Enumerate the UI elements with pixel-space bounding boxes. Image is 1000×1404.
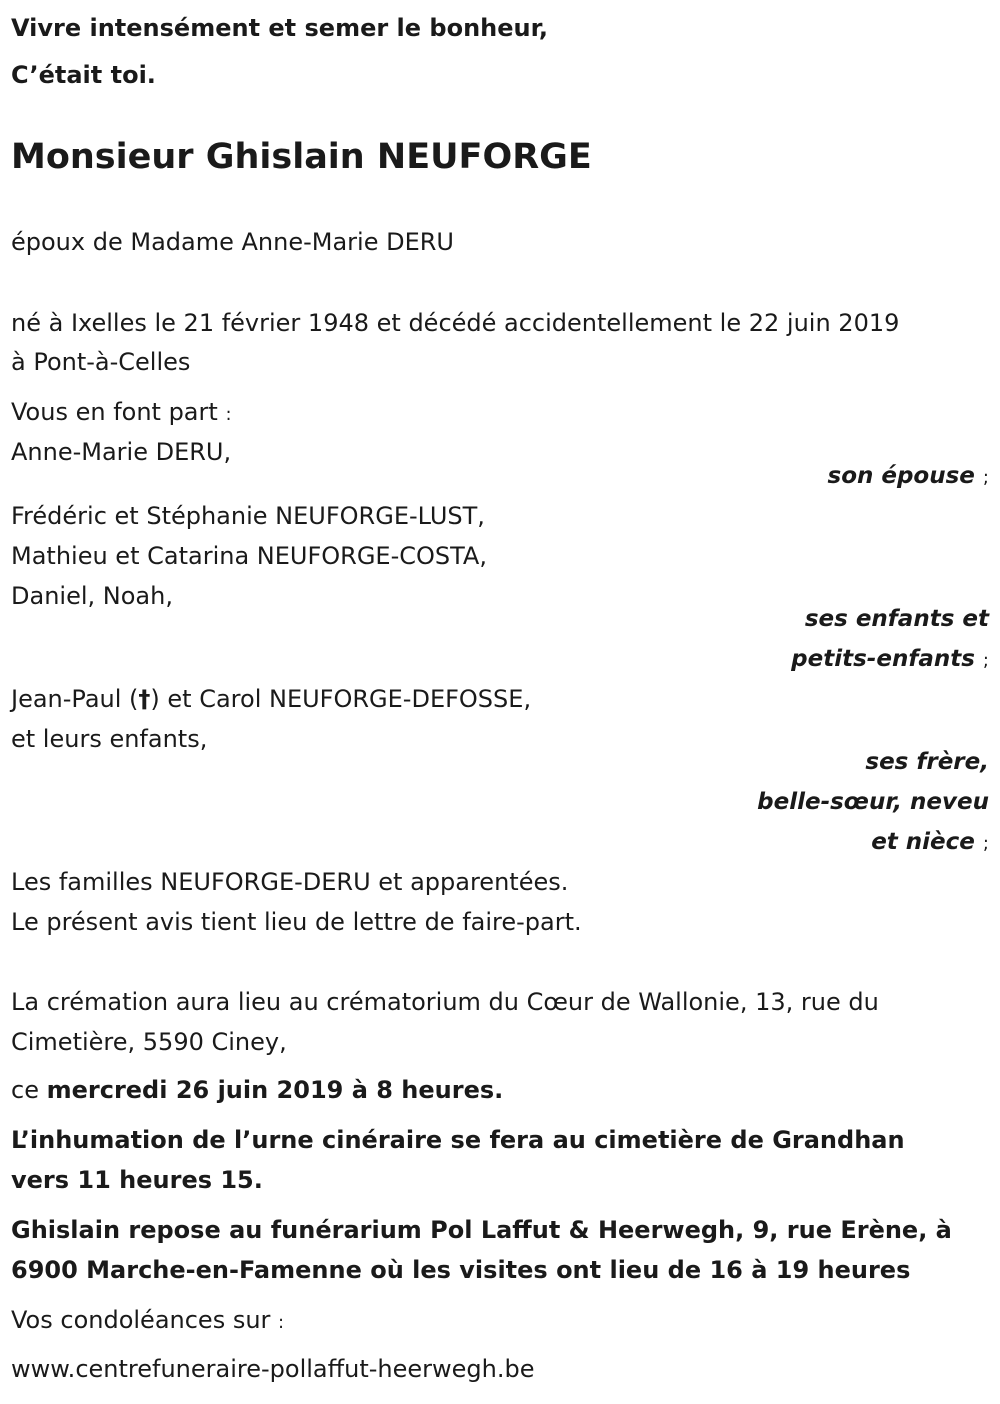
cross-icon: † [138,685,151,713]
families-line: Les familles NEUFORGE-DERU et apparentées. [11,868,569,896]
spouse-name: Anne-Marie DERU, [11,438,232,466]
sibling-role-line-2: belle-sœur, neveu [757,789,989,815]
sibling-role-line-1: ses frère, [865,749,989,775]
spouse-role-semicolon: ; [982,467,989,488]
sibling-line-2: et leurs enfants, [11,725,208,753]
spouse-role [828,456,990,498]
sibling-line-1-before: Jean-Paul ( [11,685,139,713]
condolences-colon: : [278,1312,285,1333]
condolences-website[interactable]: www.centrefuneraire-pollaffut-heerwegh.be [11,1355,535,1383]
spouse-line: époux de Madame Anne-Marie DERU [11,228,454,256]
condolences-label [11,1300,284,1343]
burial-line-1: L’inhumation de l’urne cinéraire se fera au cimetière de Grandhan [11,1126,905,1154]
epigraph-line-1: Vivre intensément et semer le bonheur, [11,14,549,42]
spouse-role-text: son épouse [827,463,975,489]
announcement-intro-colon: : [225,404,232,425]
child-line-3: Daniel, Noah, [11,582,173,610]
burial-line-2: vers 11 heures 15. [11,1166,263,1194]
rest-line-2: 6900 Marche-en-Famenne où les visites ont lieu de 16 à 19 heures [11,1256,911,1284]
cremation-line-2: Cimetière, 5590 Ciney, [11,1028,287,1056]
children-role-line-1: ses enfants et [804,606,989,632]
children-role-semicolon: ; [982,650,989,671]
notice-line: Le présent avis tient lieu de lettre de faire-part. [11,908,582,936]
cremation-date [11,1070,503,1110]
rest-line-1: Ghislain repose au funérarium Pol Laffut & Heerwegh, 9, rue Erène, à [11,1216,952,1244]
child-line-1: Frédéric et Stéphanie NEUFORGE-LUST, [11,502,485,530]
announcement-intro [11,392,232,435]
cremation-line-1: La crémation aura lieu au crématorium du Cœur de Wallonie, 13, rue du [11,988,879,1016]
condolences-label-text: Vos condoléances sur [11,1306,271,1334]
birth-death-line-2: à Pont-à-Celles [11,348,191,376]
sibling-role-line-3-text: et nièce [871,829,975,855]
sibling-role-line-3 [871,822,989,864]
sibling-line-1-after: ) et Carol NEUFORGE-DEFOSSE, [150,685,532,713]
deceased-name: Monsieur Ghislain NEUFORGE [11,137,592,177]
birth-death-line-1: né à Ixelles le 21 février 1948 et décédé accidentellement le 22 juin 2019 [11,309,900,337]
children-role-line-2-text: petits-enfants [791,646,975,672]
epigraph-line-2: C’était toi. [11,61,156,89]
date-prefix: ce [11,1076,47,1104]
date-text: mercredi 26 juin 2019 à 8 heures. [46,1076,504,1104]
children-role-line-2 [791,639,989,681]
announcement-intro-text: Vous en font part [11,398,218,426]
sibling-line-1 [11,679,531,719]
child-line-2: Mathieu et Catarina NEUFORGE-COSTA, [11,542,487,570]
sibling-role-semicolon: ; [982,833,989,854]
